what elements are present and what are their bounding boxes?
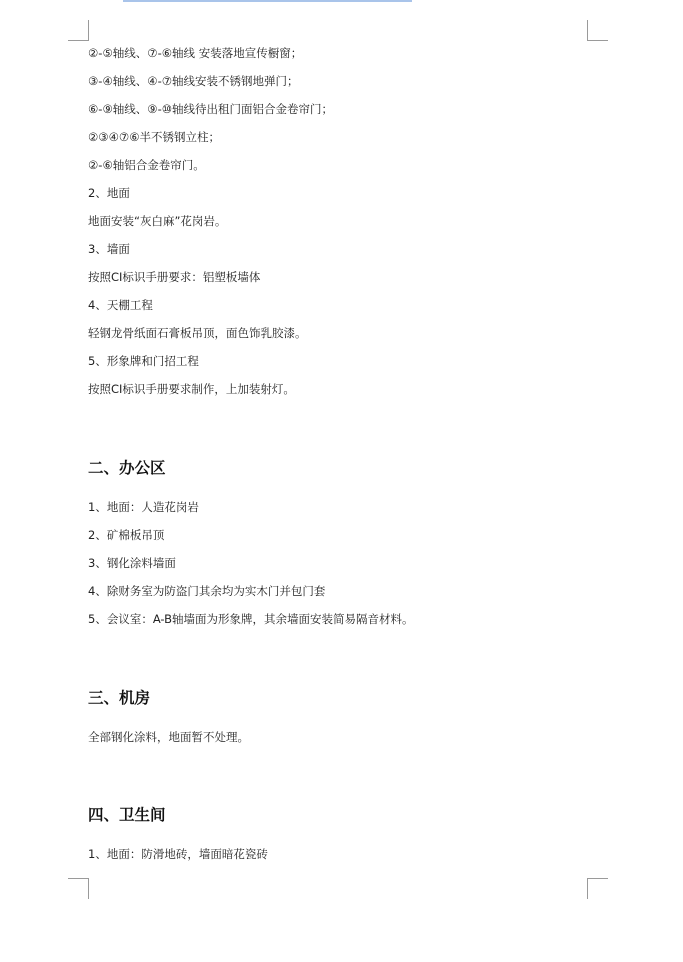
subheading: 5、形象牌和门招工程	[88, 354, 199, 368]
paragraph: ⑥-⑨轴线、⑨-⑩轴线待出租门面铝合金卷帘门；	[88, 102, 334, 116]
subheading: 2、地面	[88, 186, 130, 200]
paragraph: ②-⑤轴线、⑦-⑥轴线 安装落地宣传橱窗；	[88, 46, 303, 60]
paragraph: 地面安装“灰白麻”花岗岩。	[88, 214, 227, 228]
paragraph: ③-④轴线、④-⑦轴线安装不锈钢地弹门；	[88, 74, 299, 88]
paragraph: 全部钢化涂料，地面暂不处理。	[88, 730, 249, 744]
list-item: 3、钢化涂料墙面	[88, 556, 176, 570]
section-heading-office: 二、办公区	[88, 459, 166, 477]
section-heading-restroom: 四、卫生间	[88, 806, 166, 824]
paragraph: 按照CI标识手册要求：铝塑板墙体	[88, 270, 261, 284]
corner-mark-bottom-left	[68, 878, 89, 899]
section-heading-machine-room: 三、机房	[88, 689, 151, 707]
corner-mark-top-left	[68, 20, 89, 41]
paragraph: 轻钢龙骨纸面石膏板吊顶，面色饰乳胶漆。	[88, 326, 307, 340]
list-item: 5、会议室：A-B轴墙面为形象牌，其余墙面安装简易隔音材料。	[88, 612, 414, 626]
list-item: 1、地面：人造花岗岩	[88, 500, 199, 514]
list-item: 4、除财务室为防盗门其余均为实木门并包门套	[88, 584, 326, 598]
subheading: 4、天棚工程	[88, 298, 153, 312]
list-item: 1、地面：防滑地砖，墙面暗花瓷砖	[88, 847, 268, 861]
list-item: 2、矿棉板吊顶	[88, 528, 165, 542]
scroll-indicator	[123, 0, 412, 2]
paragraph: 按照CI标识手册要求制作，上加装射灯。	[88, 382, 295, 396]
paragraph: ②-⑥轴铝合金卷帘门。	[88, 158, 205, 172]
paragraph: ②③④⑦⑥半不锈钢立柱；	[88, 130, 221, 144]
subheading: 3、墙面	[88, 242, 130, 256]
corner-mark-bottom-right	[587, 878, 608, 899]
corner-mark-top-right	[587, 20, 608, 41]
